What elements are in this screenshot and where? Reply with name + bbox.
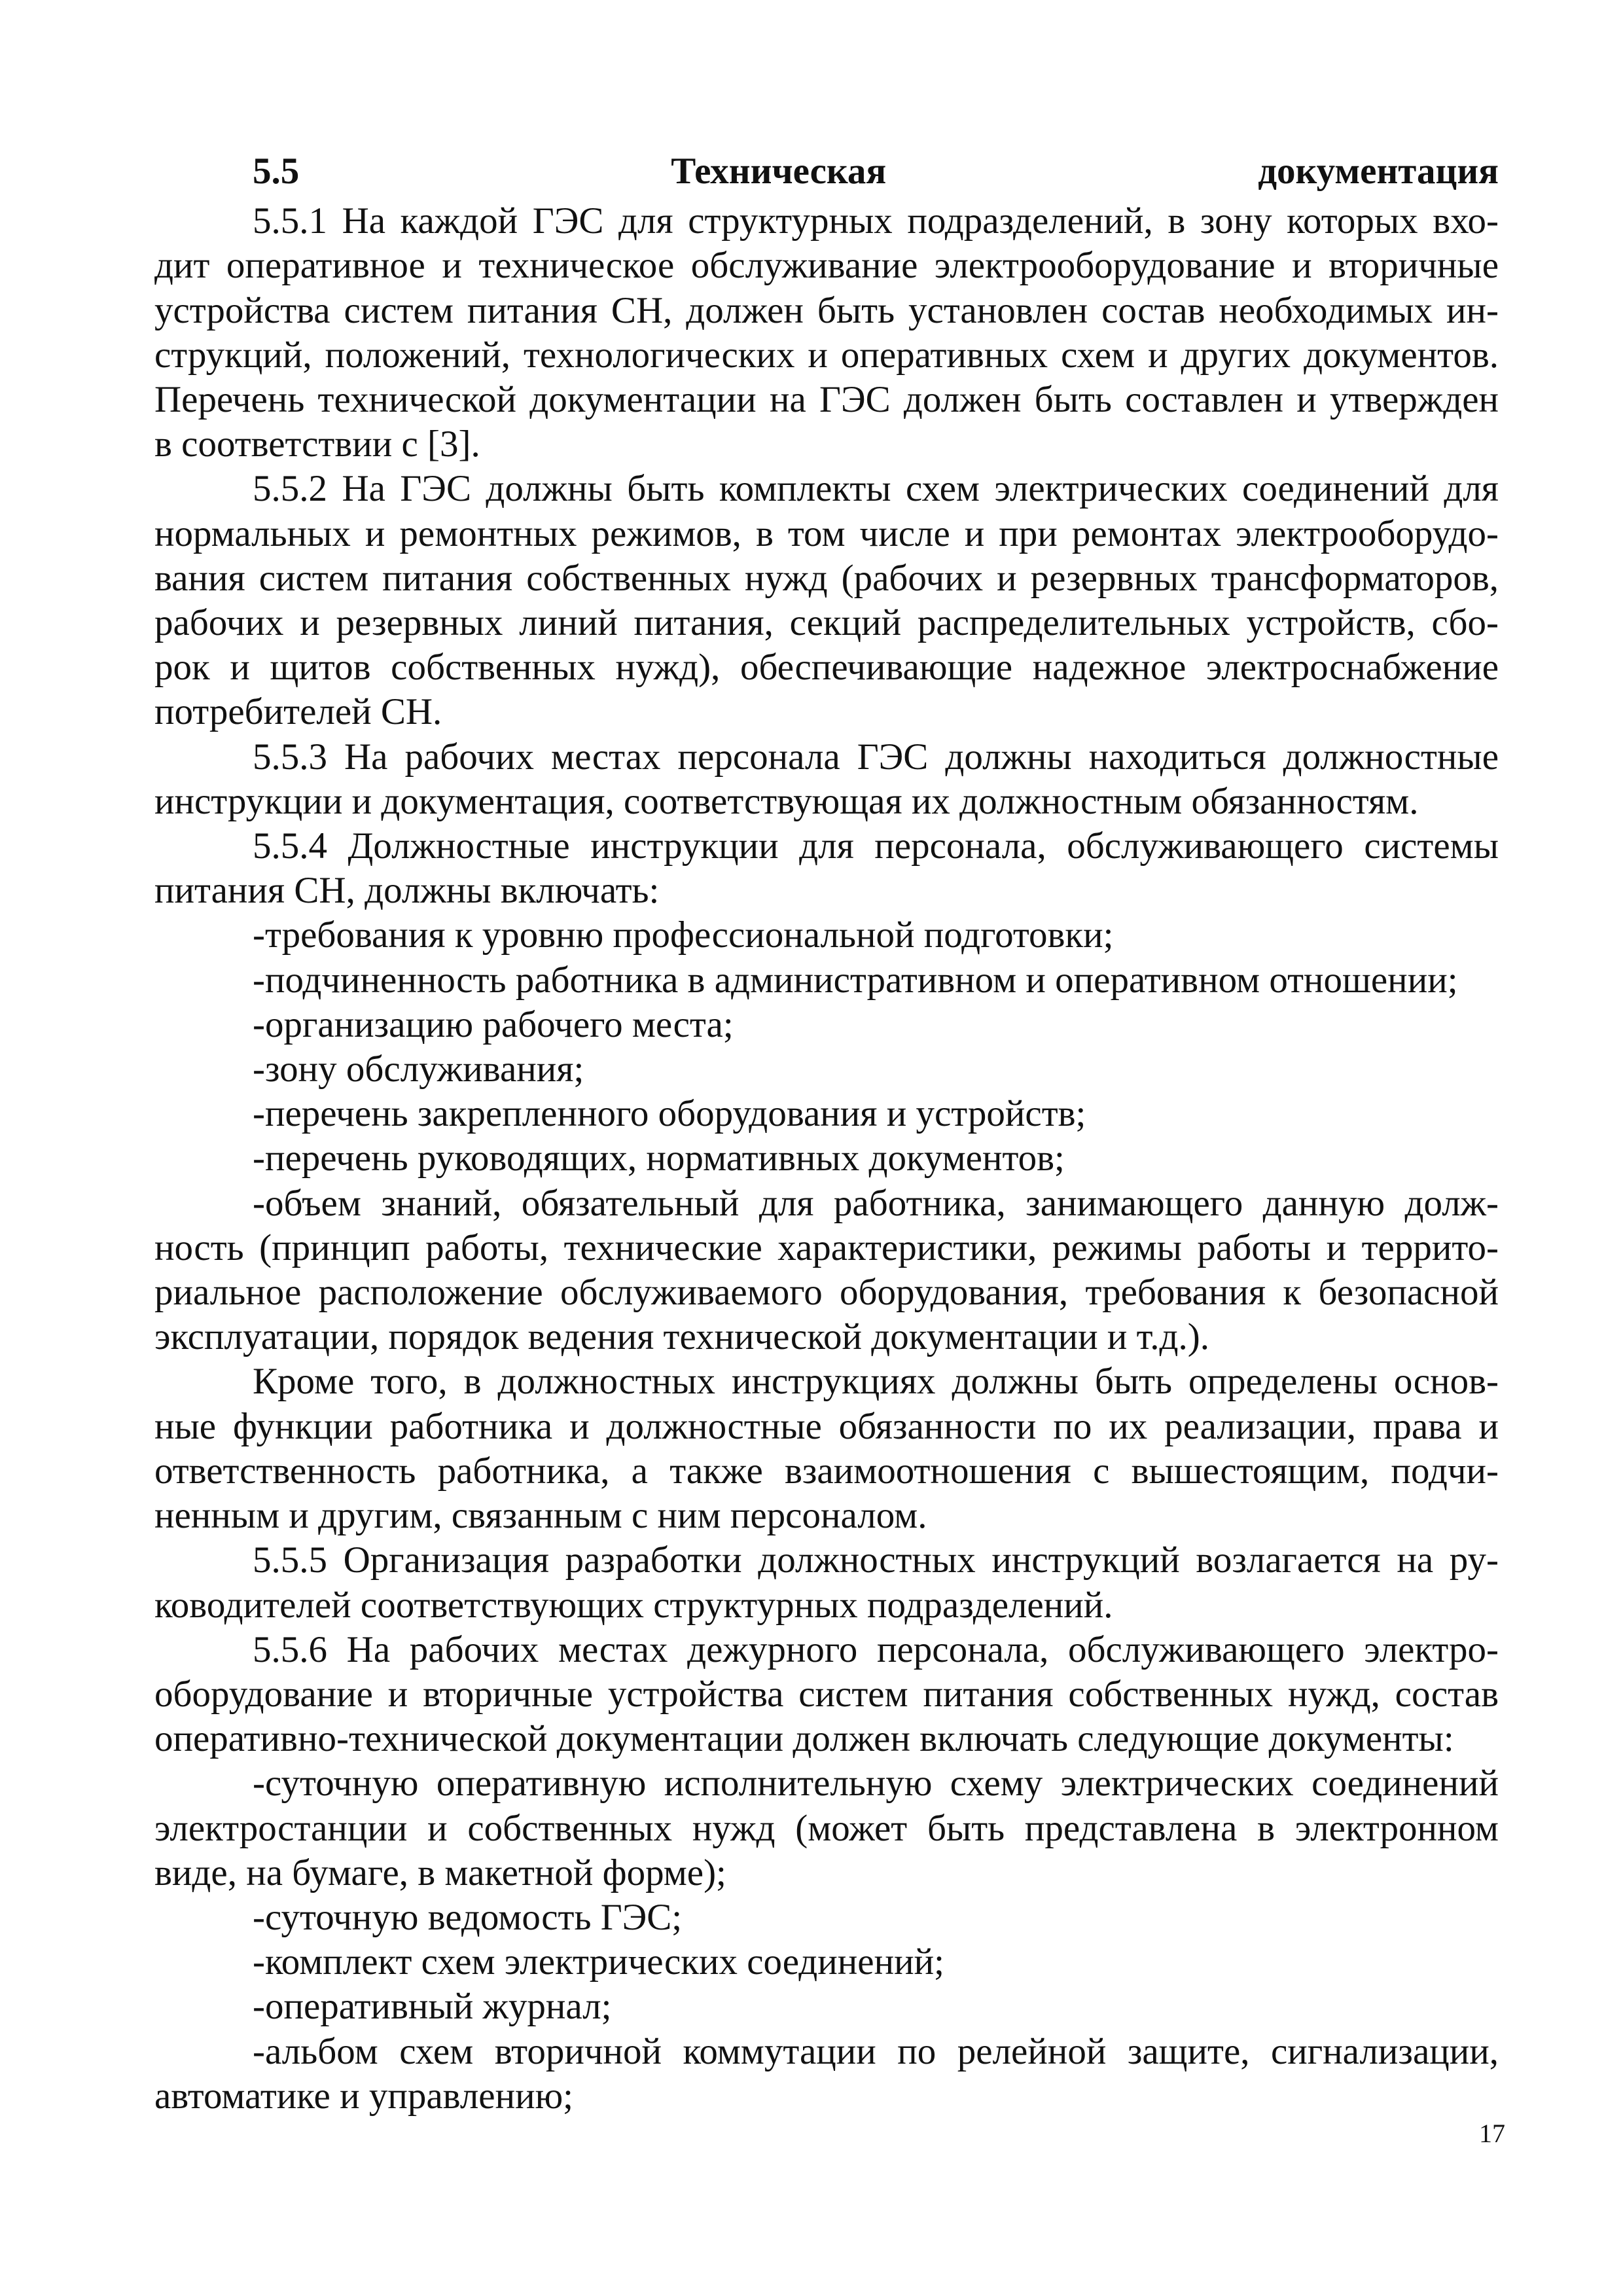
paragraph-line: оперативно-технической документации должен включать следующие документы: — [154, 1718, 1454, 1760]
paragraph — [154, 1003, 1499, 1047]
paragraph-line: дит оперативное и техническое обслуживание электрооборудование и вторичные — [154, 245, 1499, 287]
paragraph — [154, 199, 1499, 467]
paragraph-line: 5.5.6 На рабочих местах дежурного персонала, обслуживающего электро- — [253, 1628, 1499, 1670]
paragraph-line: вания систем питания собственных нужд (рабочих и резервных трансформаторов, — [154, 557, 1499, 599]
paragraph-line: -объем знаний, обязательный для работника, занимающего данную долж- — [253, 1182, 1499, 1224]
paragraph — [154, 467, 1499, 734]
paragraph — [154, 958, 1499, 1003]
paragraph-line: автоматике и управлению; — [154, 2075, 573, 2117]
paragraph-line: 5.5.5 Организация разработки должностных инструкций возлагается на ру- — [253, 1539, 1499, 1581]
paragraph-line: -комплект схем электрических соединений; — [253, 1941, 944, 1983]
paragraph-line: рок и щитов собственных нужд), обеспечивающие надежное электроснабжение — [154, 647, 1499, 689]
paragraph — [154, 1895, 1499, 1940]
paragraph-line: устройства систем питания СН, должен быть установлен состав необходимых ин- — [154, 289, 1499, 331]
paragraph-line: 5.5.4 Должностные инструкции для персонала, обслуживающего системы — [253, 825, 1499, 867]
paragraph-line: эксплуатации, порядок ведения технической документации и т.д.). — [154, 1316, 1210, 1358]
paragraph-line: 5.5.1 На каждой ГЭС для структурных подразделений, в зону которых вхо- — [253, 200, 1499, 242]
paragraph-line: струкций, положений, технологических и оперативных схем и других документов. — [154, 334, 1499, 376]
paragraph-line: -оперативный журнал; — [253, 1986, 612, 2028]
paragraph-line: 5.5.3 На рабочих местах персонала ГЭС должны находиться должностные — [253, 736, 1499, 778]
paragraph-line: -суточную ведомость ГЭС; — [253, 1896, 683, 1938]
paragraph — [154, 1181, 1499, 1360]
paragraph — [154, 824, 1499, 913]
page-number: 17 — [1479, 2119, 1505, 2148]
paragraph-list — [154, 199, 1499, 2119]
paragraph — [154, 1136, 1499, 1181]
paragraph — [154, 1538, 1499, 1627]
paragraph-line: Перечень технической документации на ГЭС должен быть составлен и утвержден — [154, 379, 1499, 421]
paragraph-line: риальное расположение обслуживаемого оборудования, требования к безопасной — [154, 1272, 1499, 1314]
paragraph-line: рабочих и резервных линий питания, секций распределительных устройств, сбо- — [154, 602, 1499, 644]
paragraph-line: ненным и другим, связанным с ним персоналом. — [154, 1495, 927, 1537]
paragraph-line: ководителей соответствующих структурных подразделений. — [154, 1584, 1113, 1626]
paragraph-line: 5.5.2 На ГЭС должны быть комплекты схем электрических соединений для — [253, 468, 1499, 510]
paragraph-line: нормальных и ремонтных режимов, в том числе и при ремонтах электрооборудо- — [154, 512, 1499, 554]
paragraph-line: виде, на бумаге, в макетной форме); — [154, 1852, 726, 1893]
paragraph-line: -суточную оперативную исполнительную схему электрических соединений — [253, 1763, 1499, 1804]
paragraph-line: потребителей СН. — [154, 691, 442, 733]
paragraph — [154, 2030, 1499, 2119]
paragraph-line: питания СН, должны включать: — [154, 870, 660, 912]
paragraph — [154, 1047, 1499, 1092]
paragraph-line: ответственность работника, а также взаимоотношения с вышестоящим, подчи- — [154, 1450, 1499, 1492]
paragraph-line: ность (принцип работы, технические характеристики, режимы работы и террито- — [154, 1227, 1499, 1268]
paragraph-line: -перечень закрепленного оборудования и устройств; — [253, 1093, 1086, 1135]
section-title: 5.5 Техническая документация — [253, 151, 1499, 192]
paragraph-line: -организацию рабочего места; — [253, 1003, 734, 1045]
paragraph — [154, 1940, 1499, 1984]
paragraph-line: -подчиненность работника в административном и оперативном отношении; — [253, 959, 1458, 1001]
paragraph-line: -зону обслуживания; — [253, 1049, 584, 1090]
paragraph — [154, 1984, 1499, 2029]
paragraph-line: -альбом схем вторичной коммутации по релейной защите, сигнализации, — [253, 2030, 1499, 2072]
paragraph — [154, 1359, 1499, 1538]
paragraph-line: в соответствии с [3]. — [154, 423, 480, 465]
paragraph-line: Кроме того, в должностных инструкциях должны быть определены основ- — [253, 1361, 1499, 1403]
page-content — [154, 149, 1499, 2119]
paragraph — [154, 1092, 1499, 1136]
paragraph — [154, 1761, 1499, 1895]
paragraph-line: инструкции и документация, соответствующая их должностным обязанностям. — [154, 780, 1419, 822]
paragraph-line: -перечень руководящих, нормативных документов; — [253, 1138, 1065, 1179]
paragraph-line: -требования к уровню профессиональной подготовки; — [253, 914, 1114, 956]
paragraph — [154, 913, 1499, 958]
paragraph-line: оборудование и вторичные устройства систем питания собственных нужд, состав — [154, 1673, 1499, 1715]
paragraph-line: ные функции работника и должностные обязанности по их реализации, права и — [154, 1405, 1499, 1447]
paragraph-line: электростанции и собственных нужд (может быть представлена в электронном — [154, 1807, 1499, 1849]
paragraph — [154, 1628, 1499, 1762]
paragraph — [154, 735, 1499, 824]
